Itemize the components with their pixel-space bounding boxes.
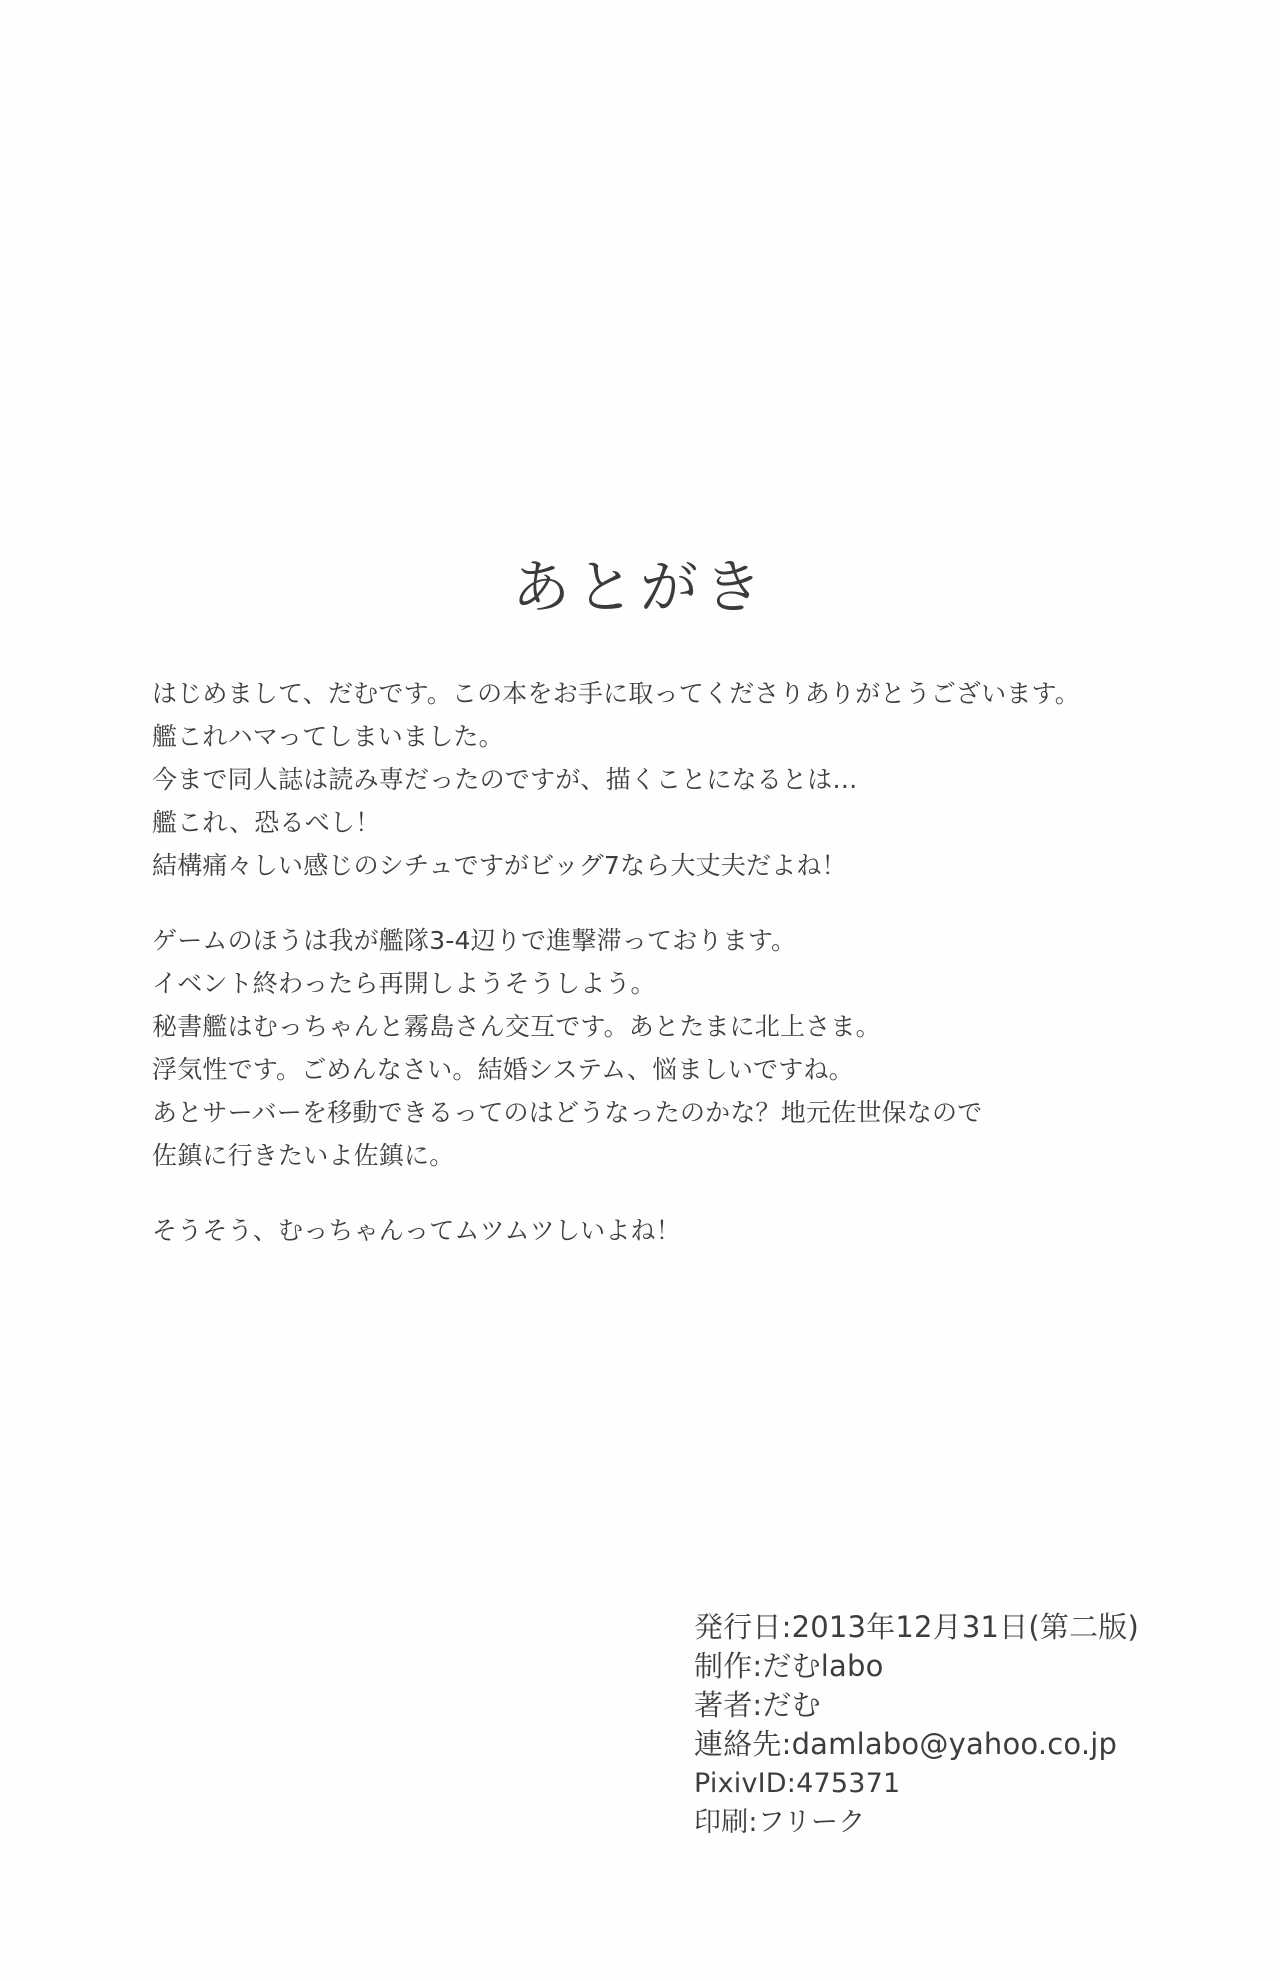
colophon-publish-date: 発行日:2013年12月31日(第二版) <box>694 1610 1140 1644</box>
colophon-contact: 連絡先:damlabo@yahoo.co.jp <box>694 1727 1118 1761</box>
paragraph-game-talk <box>152 919 1162 1177</box>
colophon-author: 著者:だむ <box>694 1688 821 1722</box>
text-line: 秘書艦はむっちゃんと霧島さん交互です。あとたまに北上さま。 <box>152 1012 881 1041</box>
text-line: 艦これハマってしまいました。 <box>152 722 504 751</box>
text-line: 浮気性です。ごめんなさい。結婚システム、悩ましいですね。 <box>152 1055 854 1084</box>
text-line: 今まで同人誌は読み専だったのですが、描くことになるとは… <box>152 765 858 794</box>
colophon-pixiv-id: PixivID:475371 <box>694 1768 901 1799</box>
colophon-producer: 制作:だむlabo <box>694 1649 884 1683</box>
text-line: はじめまして、だむです。この本をお手に取ってくださりありがとうございます。 <box>152 679 1080 708</box>
colophon-printer: 印刷:フリーク <box>694 1807 866 1838</box>
text-line: そうそう、むっちゃんってムツムツしいよね！ <box>152 1216 681 1245</box>
paragraph-intro <box>152 672 1162 887</box>
text-line: 艦これ、恐るべし！ <box>152 808 381 837</box>
colophon <box>694 1608 1224 1842</box>
page-title: あとがき <box>511 553 768 621</box>
paragraph-closing <box>152 1209 1162 1252</box>
text-line: 結構痛々しい感じのシチュですがビッグ7なら大丈夫だよね！ <box>152 851 847 880</box>
text-line: ゲームのほうは我が艦隊3-4辺りで進撃滞っております。 <box>152 926 797 955</box>
text-line: 佐鎮に行きたいよ佐鎮に。 <box>152 1141 455 1170</box>
text-line: イベント終わったら再開しようそうしよう。 <box>152 969 656 998</box>
text-line: あとサーバーを移動できるってのはどうなったのかな？地元佐世保なので <box>152 1098 983 1127</box>
afterword-body <box>152 672 1162 1252</box>
